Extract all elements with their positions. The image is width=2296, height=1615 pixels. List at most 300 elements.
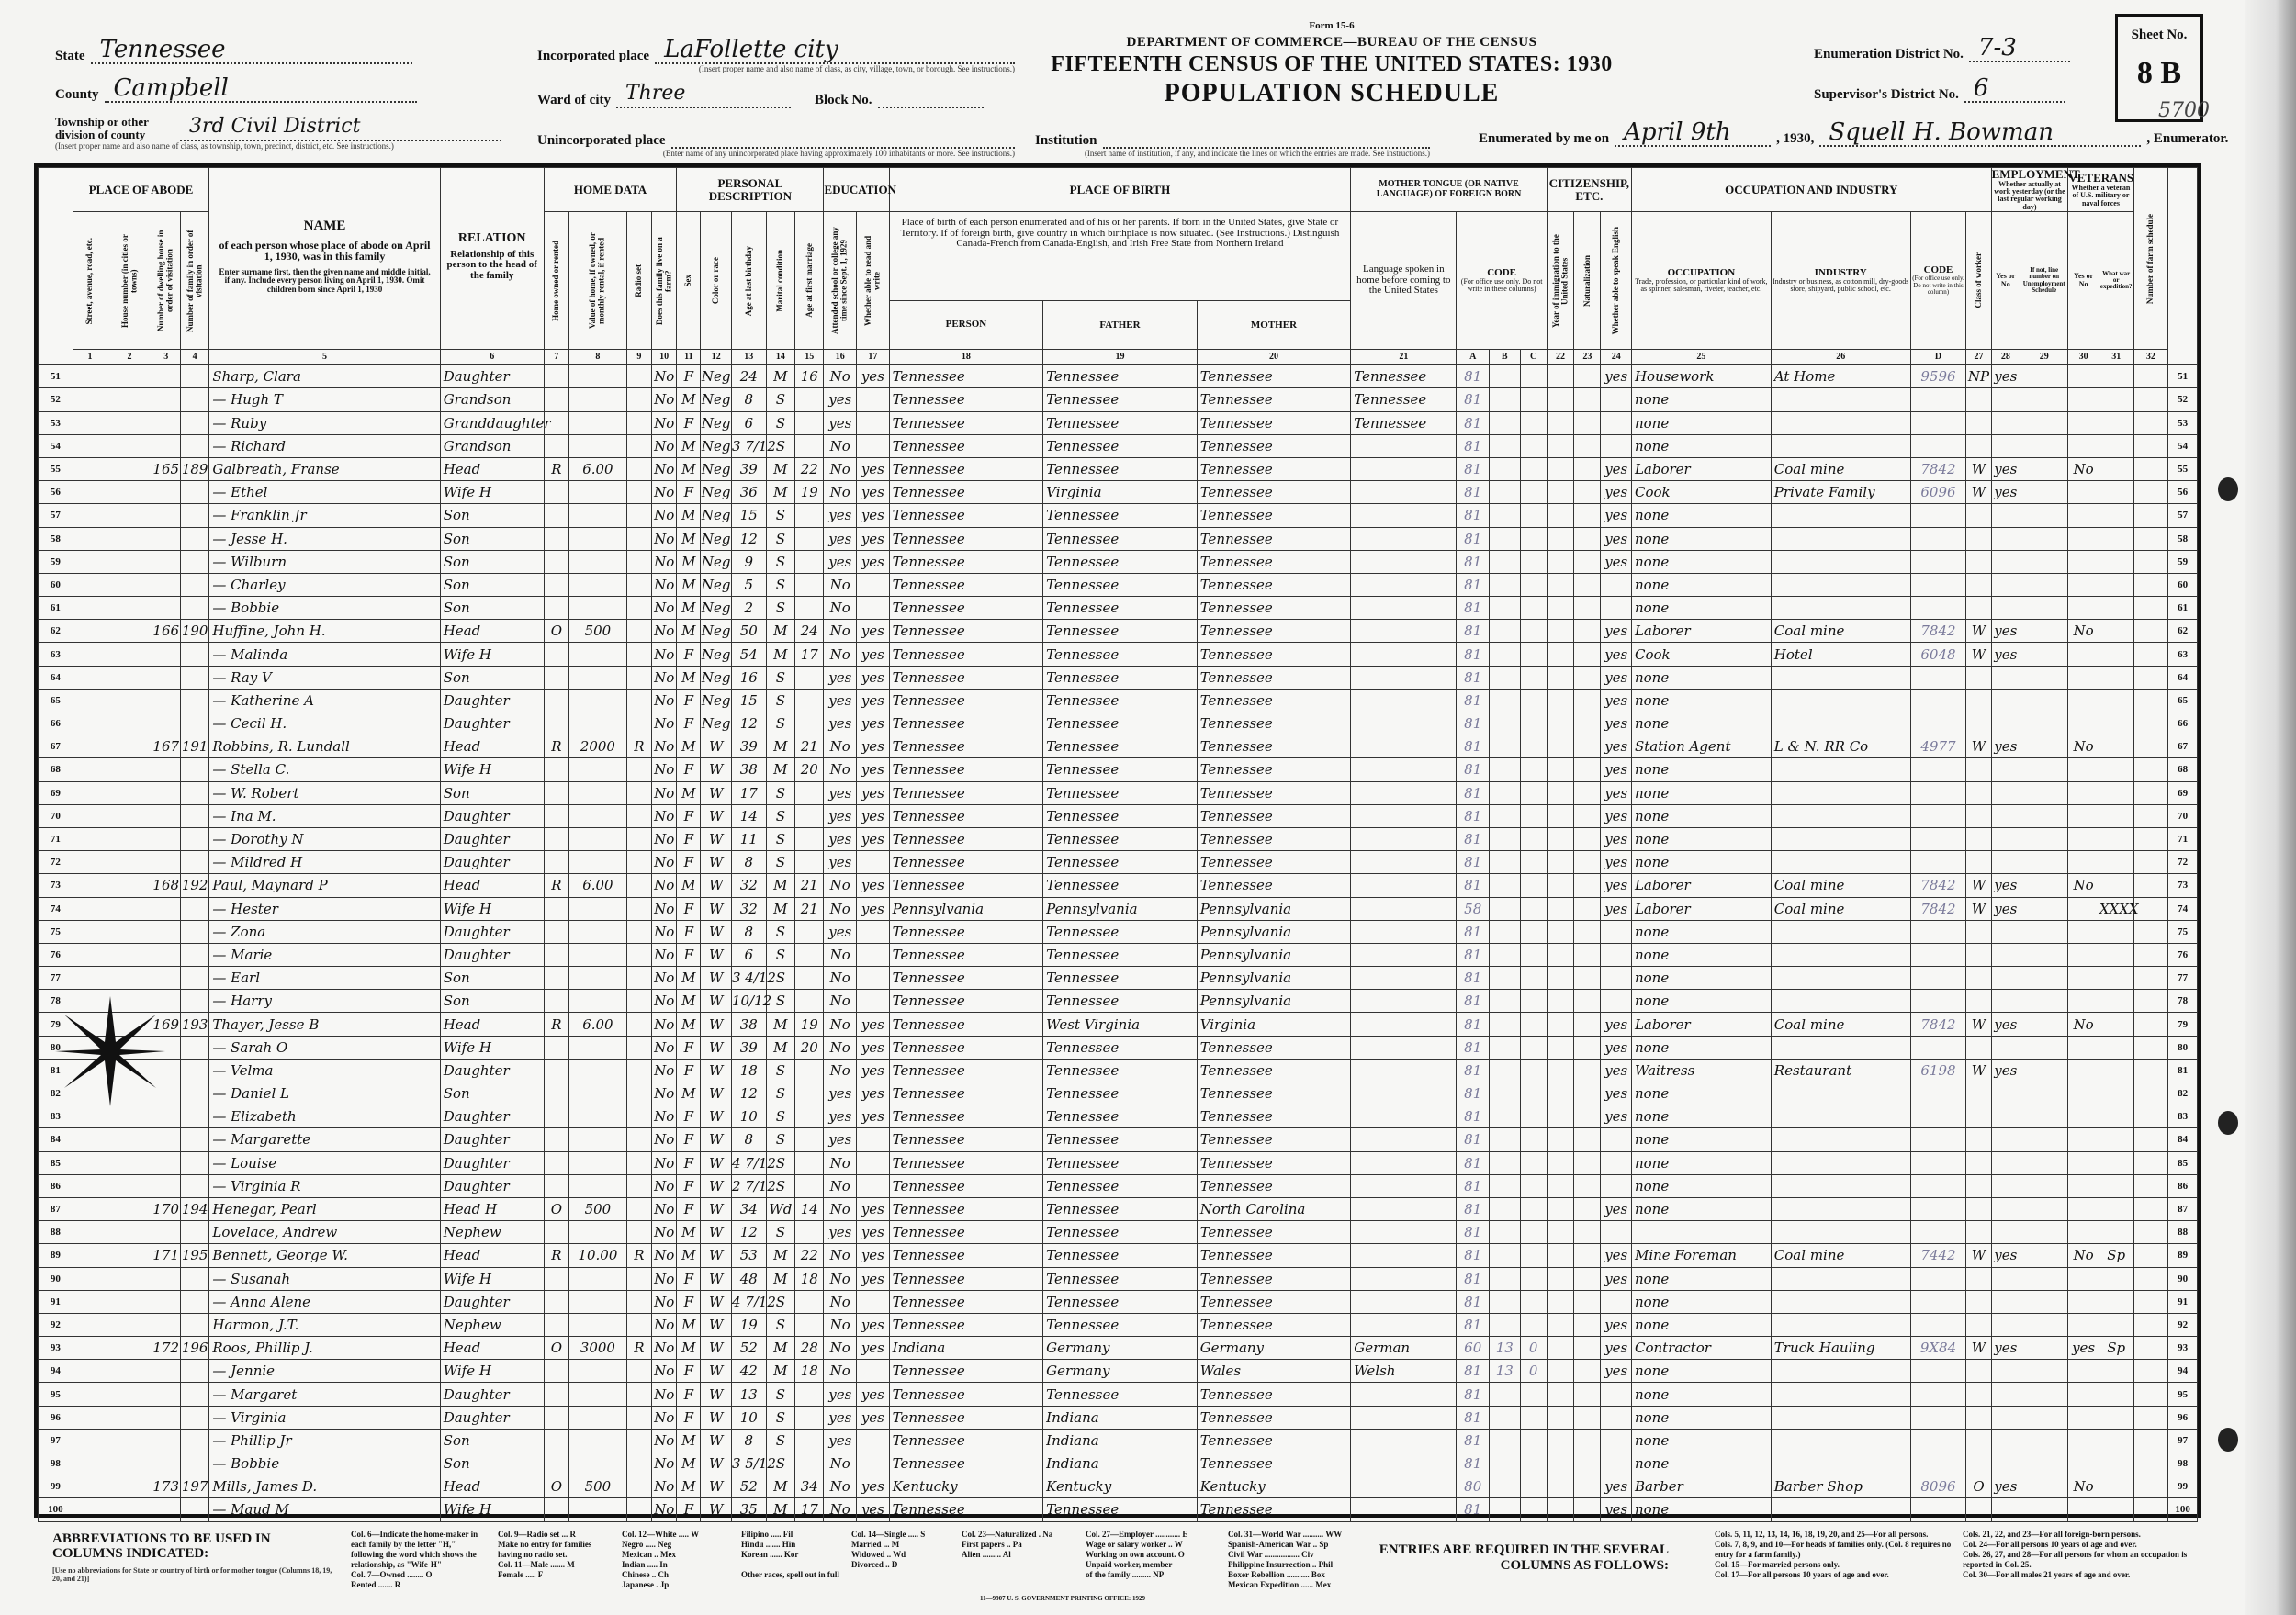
cell-code-a: 81: [1457, 434, 1490, 457]
cell-street: [73, 573, 107, 596]
cell-owned: [544, 1406, 568, 1429]
cell-value: [568, 1059, 626, 1082]
cell-code-a: 81: [1457, 1406, 1490, 1429]
cell-house: [107, 527, 152, 550]
cell-radio: [626, 365, 651, 388]
cell-war: [2099, 1059, 2133, 1082]
cell-owned: [544, 689, 568, 712]
cell-employed: yes: [1991, 874, 2020, 897]
cell-age-marriage: [795, 1105, 824, 1128]
cell-class: [1966, 573, 1991, 596]
cell-father-birth: Tennessee: [1043, 666, 1198, 689]
cell-father-birth: West Virginia: [1043, 1013, 1198, 1036]
cell-owned: [544, 1174, 568, 1197]
cell-dwelling: 169: [152, 1013, 180, 1036]
cell-value: [568, 920, 626, 943]
cell-owned: [544, 1429, 568, 1452]
line-header-left: [39, 168, 73, 365]
cell-owned: [544, 597, 568, 620]
cell-house: [107, 1475, 152, 1498]
cell-english: [1601, 411, 1632, 434]
cell-industry: [1771, 434, 1910, 457]
cell-read: yes: [857, 1244, 890, 1267]
cell-read: yes: [857, 457, 890, 480]
cell-sex: F: [677, 1151, 701, 1174]
table-row: [39, 1290, 2198, 1313]
column-number: 10: [652, 350, 677, 365]
cell-mother-birth: Tennessee: [1197, 434, 1351, 457]
cell-marital: M: [766, 643, 794, 666]
cell-value: [568, 781, 626, 804]
cell-name: Thayer, Jesse B: [209, 1013, 440, 1036]
cell-owned: [544, 527, 568, 550]
cell-school: No: [824, 1013, 857, 1036]
unemployment-header: [2020, 212, 2068, 350]
cell-radio: [626, 1290, 651, 1313]
employed-header: [1991, 212, 2020, 350]
cell-person-birth: Tennessee: [889, 365, 1043, 388]
entries-list-a: Cols. 5, 11, 12, 13, 14, 16, 18, 19, 20, and 25—For all persons. Cols. 7, 8, 9, and 10—For heads of families only. (Col. 8 requires no entry for a farm family.) Col. 15—For married persons only. Col. 17—For all persons 10 years of age and over.: [1715, 1530, 1952, 1579]
cell-age: 12: [731, 527, 766, 550]
cell-language: German: [1351, 1337, 1457, 1360]
veteran-header: [2068, 212, 2099, 350]
cell-family: [180, 781, 208, 804]
cell-family: [180, 597, 208, 620]
cell-marital: M: [766, 1244, 794, 1267]
cell-sex: M: [677, 874, 701, 897]
cell-person-birth: Tennessee: [889, 527, 1043, 550]
cell-mother-birth: Tennessee: [1197, 1128, 1351, 1151]
cell-occ-code: 7842: [1910, 897, 1966, 920]
cell-farm: No: [652, 1406, 677, 1429]
cell-owned: [544, 1105, 568, 1128]
cell-natur: [1574, 897, 1601, 920]
cell-radio: [626, 804, 651, 827]
line-number-right: 58: [2168, 527, 2198, 550]
cell-war: [2099, 1082, 2133, 1105]
cell-unemp: [2020, 1313, 2068, 1336]
cell-immig: [1547, 1105, 1573, 1128]
cell-code-b: [1490, 735, 1521, 758]
cell-class: W: [1966, 874, 1991, 897]
cell-age-marriage: [795, 1151, 824, 1174]
cell-marital: S: [766, 1151, 794, 1174]
cell-marital: M: [766, 735, 794, 758]
line-number-right: 75: [2168, 920, 2198, 943]
cell-code-a: 81: [1457, 481, 1490, 504]
cell-natur: [1574, 1197, 1601, 1220]
cell-name: — Margaret: [209, 1383, 440, 1406]
cell-employed: [1991, 990, 2020, 1013]
employment-title: EMPLOYMENT: [1991, 167, 2080, 181]
cell-dwelling: 170: [152, 1197, 180, 1220]
cell-sex: M: [677, 527, 701, 550]
cell-radio: [626, 1059, 651, 1082]
table-row: [39, 573, 2198, 596]
cell-mother-birth: Virginia: [1197, 1013, 1351, 1036]
cell-class: [1966, 1267, 1991, 1290]
cell-war: [2099, 1290, 2133, 1313]
cell-name: — Zona: [209, 920, 440, 943]
cell-marital: S: [766, 434, 794, 457]
abbrev-col14: Col. 14—Single ..... S Married ... M Widowed .. Wd Divorced .. D: [851, 1530, 926, 1569]
farm-schedule-label: Number of farm schedule: [2145, 213, 2155, 304]
cell-code-c: [1520, 1267, 1547, 1290]
cell-person-birth: Tennessee: [889, 1105, 1043, 1128]
cell-farm-sched: [2133, 1360, 2168, 1383]
cell-owned: [544, 1151, 568, 1174]
cell-name: Huffine, John H.: [209, 620, 440, 643]
cell-code-b: [1490, 758, 1521, 781]
cell-school: No: [824, 967, 857, 990]
cell-family: 196: [180, 1337, 208, 1360]
cell-owned: [544, 712, 568, 735]
cell-age-marriage: [795, 712, 824, 735]
cell-name: — Charley: [209, 573, 440, 596]
cell-family: [180, 804, 208, 827]
cell-house: [107, 1244, 152, 1267]
cell-father-birth: Tennessee: [1043, 967, 1198, 990]
cell-race: W: [701, 1406, 732, 1429]
cell-street: [73, 457, 107, 480]
table-row: [39, 1383, 2198, 1406]
line-number-right: 84: [2168, 1128, 2198, 1151]
cell-occ-code: [1910, 573, 1966, 596]
township-field: [55, 114, 514, 151]
cell-dwelling: [152, 434, 180, 457]
line-number-right: 96: [2168, 1406, 2198, 1429]
cell-owned: [544, 758, 568, 781]
cell-relation: Wife H: [440, 758, 544, 781]
cell-vet: No: [2068, 1244, 2099, 1267]
cell-marital: S: [766, 689, 794, 712]
cell-house: [107, 1360, 152, 1383]
column-number: 13: [731, 350, 766, 365]
cell-natur: [1574, 573, 1601, 596]
cell-english: [1601, 388, 1632, 411]
cell-marital: M: [766, 897, 794, 920]
line-number: 64: [39, 666, 73, 689]
cell-code-c: [1520, 804, 1547, 827]
cell-employed: [1991, 804, 2020, 827]
cell-father-birth: Tennessee: [1043, 943, 1198, 966]
cell-language: [1351, 1267, 1457, 1290]
cell-owned: [544, 1383, 568, 1406]
cell-marital: M: [766, 1267, 794, 1290]
cell-person-birth: Tennessee: [889, 573, 1043, 596]
cell-farm: No: [652, 504, 677, 527]
cell-sex: M: [677, 1082, 701, 1105]
cell-school: No: [824, 481, 857, 504]
cell-sex: M: [677, 781, 701, 804]
cell-owned: [544, 1221, 568, 1244]
cell-person-birth: Tennessee: [889, 1174, 1043, 1197]
cell-employed: [1991, 388, 2020, 411]
cell-occ-code: [1910, 388, 1966, 411]
cell-code-a: 81: [1457, 689, 1490, 712]
line-number: 77: [39, 967, 73, 990]
cell-name: — Velma: [209, 1059, 440, 1082]
cell-language: [1351, 1221, 1457, 1244]
cell-language: [1351, 920, 1457, 943]
cell-vet: [2068, 851, 2099, 874]
cell-code-b: [1490, 689, 1521, 712]
cell-vet: No: [2068, 457, 2099, 480]
cell-employed: yes: [1991, 1475, 2020, 1498]
cell-code-c: [1520, 1290, 1547, 1313]
line-number: 61: [39, 597, 73, 620]
cell-employed: [1991, 1036, 2020, 1059]
cell-code-a: 81: [1457, 781, 1490, 804]
cell-read: [857, 967, 890, 990]
cell-street: [73, 597, 107, 620]
cell-immig: [1547, 1498, 1573, 1521]
cell-marital: S: [766, 1429, 794, 1452]
cell-class: [1966, 1360, 1991, 1383]
cell-natur: [1574, 1383, 1601, 1406]
cell-age-marriage: [795, 504, 824, 527]
cell-mother-birth: Tennessee: [1197, 781, 1351, 804]
industry-label: INDUSTRY: [1814, 266, 1867, 278]
cell-vet: [2068, 481, 2099, 504]
cell-father-birth: Tennessee: [1043, 804, 1198, 827]
cell-name: — Hester: [209, 897, 440, 920]
cell-read: yes: [857, 827, 890, 850]
cell-war: Sp: [2099, 1244, 2133, 1267]
cell-owned: O: [544, 620, 568, 643]
occ-code-label: CODE: [1923, 264, 1953, 275]
cell-immig: [1547, 1221, 1573, 1244]
cell-language: [1351, 1174, 1457, 1197]
cell-vet: [2068, 1151, 2099, 1174]
cell-person-birth: Tennessee: [889, 689, 1043, 712]
cell-unemp: [2020, 897, 2068, 920]
cell-relation: Son: [440, 1429, 544, 1452]
line-number: 72: [39, 851, 73, 874]
cell-code-c: [1520, 1221, 1547, 1244]
line-number: 53: [39, 411, 73, 434]
cell-employed: [1991, 597, 2020, 620]
cell-street: [73, 1221, 107, 1244]
cell-war: [2099, 620, 2133, 643]
line-number: 63: [39, 643, 73, 666]
cell-name: — Marie: [209, 943, 440, 966]
cell-age: 9: [731, 550, 766, 573]
cell-dwelling: 167: [152, 735, 180, 758]
cell-read: [857, 1128, 890, 1151]
table-row: [39, 1128, 2198, 1151]
cell-age: 8: [731, 1128, 766, 1151]
cell-owned: [544, 990, 568, 1013]
cell-unemp: [2020, 781, 2068, 804]
incorporated-label: Incorporated place: [537, 49, 650, 63]
column-number: 25: [1631, 350, 1771, 365]
cell-code-c: [1520, 712, 1547, 735]
cell-name: — Maud M: [209, 1498, 440, 1521]
cell-house: [107, 735, 152, 758]
cell-mother-birth: Tennessee: [1197, 1429, 1351, 1452]
cell-farm-sched: [2133, 851, 2168, 874]
cell-farm-sched: [2133, 411, 2168, 434]
cell-war: [2099, 504, 2133, 527]
enumerated-year: , 1930,: [1776, 131, 1815, 146]
cell-code-b: [1490, 527, 1521, 550]
cell-immig: [1547, 1036, 1573, 1059]
cell-immig: [1547, 597, 1573, 620]
cell-english: yes: [1601, 1036, 1632, 1059]
cell-war: [2099, 1221, 2133, 1244]
cell-value: [568, 1267, 626, 1290]
cell-school: No: [824, 1174, 857, 1197]
cell-house: [107, 434, 152, 457]
cell-immig: [1547, 527, 1573, 550]
cell-industry: [1771, 1360, 1910, 1383]
state-value: Tennessee: [91, 37, 412, 64]
cell-relation: Son: [440, 573, 544, 596]
cell-vet: [2068, 1036, 2099, 1059]
abbrev-col27: Col. 27—Employer ............ E Wage or salary worker .. W Working on own account. O Unpaid worker, member of the family ......... NP: [1086, 1530, 1188, 1579]
cell-sex: F: [677, 758, 701, 781]
language-label: Language spoken in home before coming to the United States: [1356, 264, 1451, 297]
occ-code-header: [1910, 212, 1966, 350]
cell-english: [1601, 1174, 1632, 1197]
cell-war: [2099, 457, 2133, 480]
cell-relation: Wife H: [440, 897, 544, 920]
cell-owned: [544, 920, 568, 943]
cell-owned: O: [544, 1197, 568, 1220]
cell-language: [1351, 434, 1457, 457]
cell-person-birth: Tennessee: [889, 1128, 1043, 1151]
occ-code-note: (For office use only. Do not write in this column): [1912, 275, 1964, 297]
value-header: [568, 212, 626, 350]
table-row: [39, 620, 2198, 643]
cell-war: [2099, 1383, 2133, 1406]
cell-value: [568, 365, 626, 388]
cell-farm-sched: [2133, 1475, 2168, 1498]
cell-vet: [2068, 1059, 2099, 1082]
cell-family: [180, 1059, 208, 1082]
cell-read: [857, 1174, 890, 1197]
group-home-data: HOME DATA: [544, 168, 677, 212]
cell-immig: [1547, 504, 1573, 527]
cell-immig: [1547, 457, 1573, 480]
cell-value: [568, 897, 626, 920]
cell-read: yes: [857, 1082, 890, 1105]
cell-school: No: [824, 1059, 857, 1082]
cell-language: [1351, 1406, 1457, 1429]
cell-person-birth: Tennessee: [889, 434, 1043, 457]
cell-value: [568, 827, 626, 850]
cell-farm: No: [652, 1429, 677, 1452]
cell-sex: F: [677, 1128, 701, 1151]
cell-code-b: 13: [1490, 1337, 1521, 1360]
table-row: [39, 897, 2198, 920]
cell-mother-birth: Tennessee: [1197, 481, 1351, 504]
table-row: [39, 1406, 2198, 1429]
line-number-right: 88: [2168, 1221, 2198, 1244]
cell-vet: No: [2068, 1475, 2099, 1498]
column-number: 17: [857, 350, 890, 365]
cell-natur: [1574, 1128, 1601, 1151]
line-number: 97: [39, 1429, 73, 1452]
cell-relation: Daughter: [440, 712, 544, 735]
cell-age: 5: [731, 573, 766, 596]
cell-school: yes: [824, 411, 857, 434]
cell-dwelling: [152, 411, 180, 434]
cell-relation: Head: [440, 620, 544, 643]
cell-house: [107, 365, 152, 388]
cell-house: [107, 1151, 152, 1174]
cell-read: yes: [857, 1059, 890, 1082]
cell-occupation: none: [1631, 1174, 1771, 1197]
cell-occ-code: [1910, 434, 1966, 457]
cell-english: yes: [1601, 1498, 1632, 1521]
cell-radio: [626, 1360, 651, 1383]
cell-natur: [1574, 1174, 1601, 1197]
line-number: 62: [39, 620, 73, 643]
cell-name: Galbreath, Franse: [209, 457, 440, 480]
cell-code-b: [1490, 851, 1521, 874]
cell-english: yes: [1601, 851, 1632, 874]
marital-label: Marital condition: [775, 249, 785, 312]
cell-race: W: [701, 1059, 732, 1082]
cell-race: W: [701, 1383, 732, 1406]
cell-name: — Wilburn: [209, 550, 440, 573]
cell-occ-code: [1910, 1082, 1966, 1105]
cell-occ-code: [1910, 1429, 1966, 1452]
cell-read: [857, 597, 890, 620]
cell-code-c: [1520, 597, 1547, 620]
cell-immig: [1547, 411, 1573, 434]
cell-name: — Katherine A: [209, 689, 440, 712]
group-place-of-abode: PLACE OF ABODE: [73, 168, 209, 212]
cell-radio: [626, 874, 651, 897]
cell-race: Neg: [701, 666, 732, 689]
cell-english: [1601, 920, 1632, 943]
cell-employed: [1991, 550, 2020, 573]
cell-dwelling: 166: [152, 620, 180, 643]
cell-language: [1351, 712, 1457, 735]
cell-race: W: [701, 967, 732, 990]
cell-vet: No: [2068, 1013, 2099, 1036]
cell-farm: No: [652, 365, 677, 388]
abbrev-col23: Col. 23—Naturalized . Na First papers .. Pa Alien ......... Al: [962, 1530, 1053, 1559]
immigration-label: Year of immigration to the United States: [1550, 233, 1569, 328]
code-note: (For office use only. Do not write in these columns): [1460, 277, 1543, 294]
cell-english: yes: [1601, 758, 1632, 781]
cell-code-a: 81: [1457, 504, 1490, 527]
cell-street: [73, 1475, 107, 1498]
cell-age-marriage: [795, 1452, 824, 1475]
cell-race: Neg: [701, 434, 732, 457]
cell-name: Mills, James D.: [209, 1475, 440, 1498]
cell-industry: [1771, 550, 1910, 573]
cell-street: [73, 434, 107, 457]
marital-header: [766, 212, 794, 350]
column-number: 31: [2099, 350, 2133, 365]
cell-code-a: 81: [1457, 1313, 1490, 1336]
cell-code-a: 81: [1457, 597, 1490, 620]
cell-industry: [1771, 943, 1910, 966]
cell-read: yes: [857, 874, 890, 897]
cell-house: [107, 1197, 152, 1220]
cell-employed: [1991, 666, 2020, 689]
line-number-right: 66: [2168, 712, 2198, 735]
line-number-right: 64: [2168, 666, 2198, 689]
cell-language: [1351, 1290, 1457, 1313]
cell-unemp: [2020, 527, 2068, 550]
cell-code-b: [1490, 1429, 1521, 1452]
